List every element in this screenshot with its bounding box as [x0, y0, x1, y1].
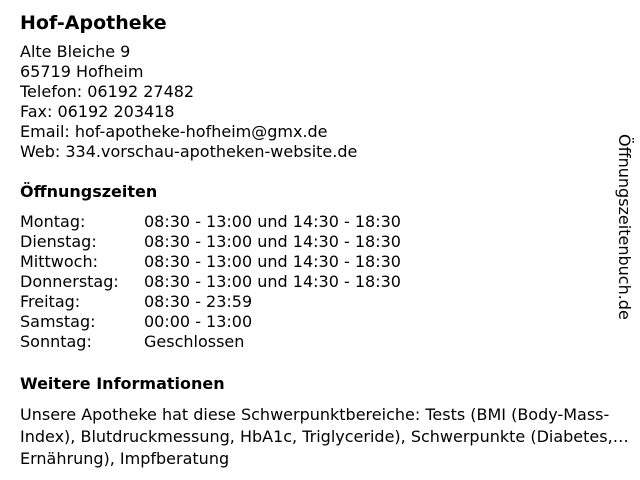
- time-range: 08:30 - 13:00 und 14:30 - 18:30: [144, 232, 401, 251]
- day-label: Mittwoch:: [20, 252, 98, 271]
- opening-hours-heading: Öffnungszeiten: [20, 182, 158, 201]
- fax-number: Fax: 06192 203418: [20, 102, 175, 121]
- opening-hours-table: [20, 212, 625, 352]
- day-label: Dienstag:: [20, 232, 97, 251]
- pharmacy-name: Hof-Apotheke: [20, 12, 167, 34]
- side-brand-label: Öffnungszeitenbuch.de: [615, 134, 634, 320]
- hours-row-monday: [20, 212, 625, 232]
- day-label: Montag:: [20, 212, 86, 231]
- email-address: Email: hof-apotheke-hofheim@gmx.de: [20, 122, 328, 141]
- hours-row-wednesday: [20, 252, 625, 272]
- website-address: Web: 334.vorschau-apotheken-website.de: [20, 142, 358, 161]
- day-label: Freitag:: [20, 292, 81, 311]
- day-label: Sonntag:: [20, 332, 92, 351]
- time-range: 08:30 - 13:00 und 14:30 - 18:30: [144, 252, 401, 271]
- more-info-text: Unsere Apotheke hat diese Schwerpunktbereiche: Tests (BMI (Body-Mass-Index), Blutdruckmessung, HbA1c, Triglyceride), Schwerpunkte (Diabetes, Ernährung), Impfberatung: [20, 405, 613, 468]
- time-range: Geschlossen: [144, 332, 245, 351]
- hours-row-friday: [20, 292, 625, 312]
- day-label: Donnerstag:: [20, 272, 119, 291]
- contact-block: [20, 42, 625, 162]
- time-range: 08:30 - 13:00 und 14:30 - 18:30: [144, 212, 401, 231]
- phone-number: Telefon: 06192 27482: [20, 82, 195, 101]
- time-range: 00:00 - 13:00: [144, 312, 253, 331]
- postal-city: 65719 Hofheim: [20, 62, 144, 81]
- hours-row-thursday: [20, 272, 625, 292]
- time-range: 08:30 - 23:59: [144, 292, 253, 311]
- hours-row-sunday: [20, 332, 625, 352]
- day-label: Samstag:: [20, 312, 96, 331]
- hours-row-tuesday: [20, 232, 625, 252]
- hours-row-saturday: [20, 312, 625, 332]
- street-address: Alte Bleiche 9: [20, 42, 131, 61]
- more-info-heading: Weitere Informationen: [20, 374, 225, 393]
- time-range: 08:30 - 13:00 und 14:30 - 18:30: [144, 272, 401, 291]
- pharmacy-info-card: [20, 10, 625, 468]
